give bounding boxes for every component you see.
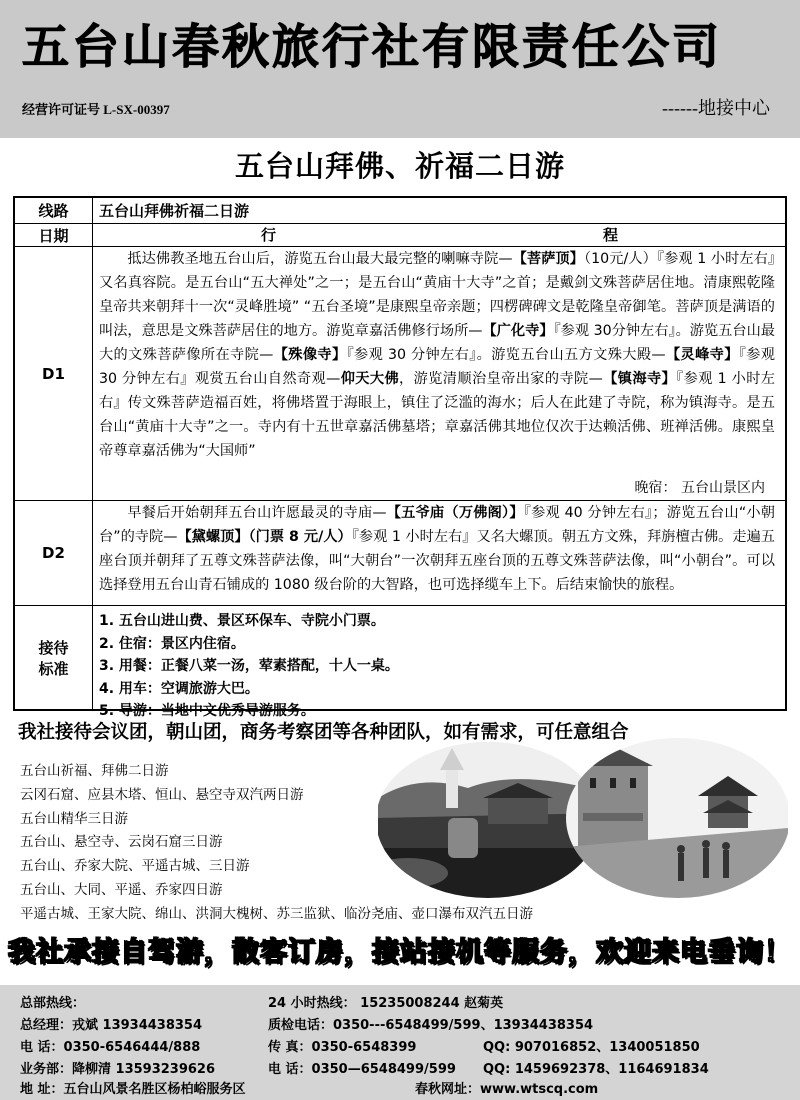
contact-footer xyxy=(0,985,800,1100)
header-row xyxy=(15,224,785,247)
route-item: 平遥古城、王家大院、绵山、洪洞大槐树、苏三监狱、临汾尧庙、壶口瀑布双汽五日游 xyxy=(20,905,533,922)
route-row xyxy=(15,198,785,224)
qq-1: QQ: 907016852、1340051850 xyxy=(483,1040,700,1055)
description-text: 『参观 1 小时左右』又名大螺顶。朝五方文殊，拜旃檀古佛。走遍五座台顶并朝拜了五尊文殊菩萨法像，叫“大朝台”一次朝拜五座台顶的五尊文殊菩萨法像，叫“小朝台”。可以选择登用五台山青石铺成的 1080 级台阶的大智路，也可选择缆车上下。后结束愉快的旅程。 xyxy=(99,529,775,593)
service-slogan: 我社承接自驾游，散客订房，接站接机等服务，欢迎来电垂询！ xyxy=(8,937,792,968)
highlight-text: 【菩萨顶】 xyxy=(512,251,584,267)
description-text: 『参观 40 分钟左右』；游览五台山“小朝台”的寺院— xyxy=(99,505,775,545)
business-dept: 业务部：降柳清 13593239626 xyxy=(20,1062,216,1077)
header-banner xyxy=(0,0,800,138)
description-text: 抵达佛教圣地五台山后，游览五台山最大最完整的喇嘛寺院— xyxy=(127,251,513,267)
phone-1: 电 话：0350-6546444/888 xyxy=(20,1040,201,1055)
highlight-text: 【五爷庙（万佛阁）】 xyxy=(386,505,524,521)
route-label: 线路 xyxy=(15,198,93,223)
description-text: 『参观 30分钟左右』。游览五台山最大的文殊菩萨像所在寺院— xyxy=(99,323,775,363)
gate-tower-photo xyxy=(553,738,788,898)
schedule-header-2: 程 xyxy=(603,226,619,244)
day2-description xyxy=(99,501,775,597)
phone-2: 电 话：0350—6548499/599 xyxy=(268,1062,456,1077)
license-number: 经营许可证号 L-SX-00397 xyxy=(22,102,170,117)
route-item: 五台山、大同、平遥、乔家四日游 xyxy=(20,881,223,898)
day2-label: D2 xyxy=(15,501,93,605)
general-manager: 总经理：戎斌 13934438354 xyxy=(20,1018,203,1033)
standard-item: 5. 导游：当地中文优秀导游服务。 xyxy=(99,703,315,719)
fax: 传 真：0350-6548399 xyxy=(268,1040,417,1055)
standard-item: 1. 五台山进山费、景区环保车、寺院小门票。 xyxy=(99,613,385,629)
day2-row xyxy=(15,501,785,606)
schedule-header-1: 行 xyxy=(261,226,277,244)
standards-label: 接待标准 xyxy=(15,606,93,709)
description-text: 『参观 30 分钟左右』。游览五台山五方文殊大殿— xyxy=(346,347,666,363)
standards-list xyxy=(99,610,399,723)
hotline-24h: 24 小时热线： 15235008244 赵菊英 xyxy=(268,996,504,1011)
quality-phone: 质检电话：0350---6548499/599、13934438354 xyxy=(268,1018,594,1033)
day1-row xyxy=(15,247,785,501)
scenic-photos xyxy=(378,738,788,898)
route-item: 五台山精华三日游 xyxy=(20,810,128,827)
highlight-text: 【黛螺顶】（门票 8 元/人） xyxy=(177,529,352,545)
itinerary-table xyxy=(13,196,787,719)
route-value: 五台山拜佛祈福二日游 xyxy=(99,202,250,220)
hq-hotline-label: 总部热线： xyxy=(20,996,86,1011)
highlight-text: 【镇海寺】 xyxy=(602,371,677,387)
address: 地 址：五台山风景名胜区杨柏峪服务区 xyxy=(20,1082,246,1097)
description-text: ，游览清顺治皇帝出家的寺院— xyxy=(399,371,603,387)
route-item: 五台山、悬空寺、云岗石窟三日游 xyxy=(20,834,223,851)
route-item: 五台山、乔家大院、平遥古城、三日游 xyxy=(20,858,250,875)
description-text: 『参观 30 分钟左右』观赏五台山自然奇观— xyxy=(99,347,775,387)
day1-label: D1 xyxy=(15,247,93,500)
highlight-text: 【广化寺】 xyxy=(482,323,554,339)
website: 春秋网址：www.wtscq.com xyxy=(415,1082,599,1097)
description-text: 早餐后开始朝拜五台山许愿最灵的寺庙— xyxy=(127,505,387,521)
route-item: 五台山祈福、拜佛二日游 xyxy=(20,763,169,779)
date-label: 日期 xyxy=(15,224,93,246)
qq-2: QQ: 1459692378、1164691834 xyxy=(483,1062,709,1077)
reception-center-label: ------地接中心 xyxy=(662,98,770,118)
description-text: （10元/人）『参观 1 小时左右』又名真容院。是五台山“五大禅处”之一；是五台山“黄庙十大寺”之首；是戴剑文殊菩萨居住地。清康熙乾隆皇帝共来朝拜十一次“灵峰胜境” “五台圣境”是康熙皇帝亲题；四楞碑碑文是乾隆皇帝御笔。菩萨顶是满语的叫法，意思是文殊菩萨居住的地方。游览章嘉活佛修行场所— xyxy=(99,251,775,339)
standard-item: 2. 住宿：景区内住宿。 xyxy=(99,635,245,652)
standards-row xyxy=(15,606,785,719)
trip-title: 五台山拜佛、祈福二日游 xyxy=(234,149,565,183)
route-item: 云冈石窟、应县木塔、恒山、悬空寺双汽两日游 xyxy=(20,786,304,803)
highlight-text: 【灵峰寺】 xyxy=(665,347,739,363)
highlight-text: 仰天大佛 xyxy=(340,371,400,387)
standard-item: 4. 用车：空调旅游大巴。 xyxy=(99,680,259,697)
highlight-text: 【殊像寺】 xyxy=(273,347,347,363)
day1-description xyxy=(99,247,775,463)
company-name: 五台山春秋旅行社有限责任公司 xyxy=(22,20,722,75)
description-text: 『参观 1 小时左右』传文殊菩萨造福百姓，将佛塔置于海眼上，镇住了泛滥的海水；后人在此建了寺院，称为镇海寺。是五台山“黄庙十大寺”之一。寺内有十五世章嘉活佛墓塔；章嘉活佛其地位仅次于达赖活佛、班禅活佛。康熙皇帝尊章嘉活佛为“大国师” xyxy=(99,371,775,459)
day1-stay: 晚宿： 五台山景区内 xyxy=(634,480,765,496)
group-slogan: 我社接待会议团，朝山团，商务考察团等各种团队，如有需求，可任意组合 xyxy=(18,722,629,743)
standard-item: 3. 用餐：正餐八菜一汤，荤素搭配，十人一桌。 xyxy=(99,658,399,674)
